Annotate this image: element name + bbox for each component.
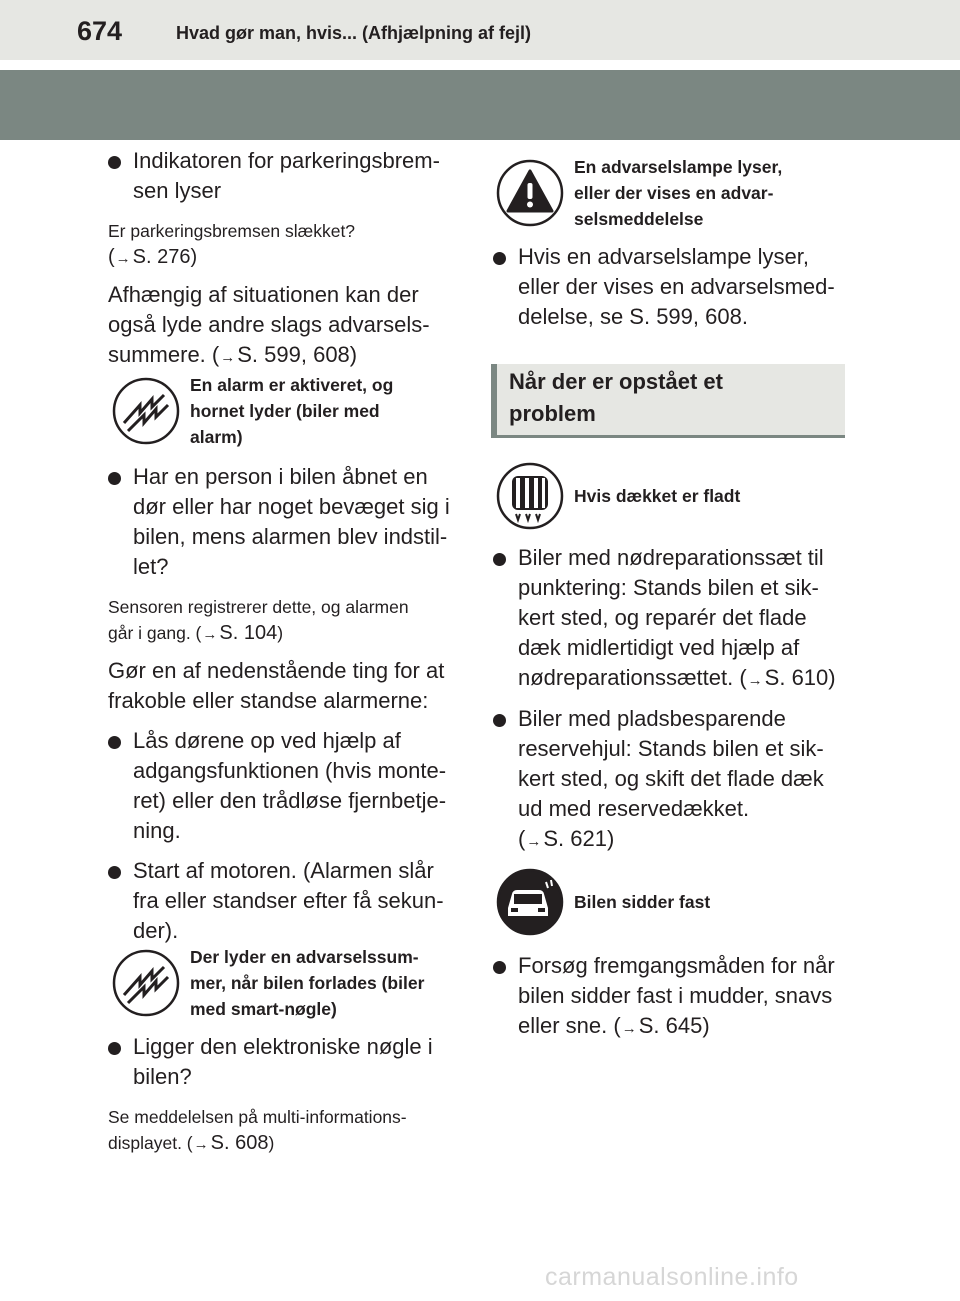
- left-column: [108, 146, 468, 373]
- page-ref[interactable]: S. 104: [219, 622, 278, 644]
- arrow-icon: →: [202, 626, 218, 643]
- page-ref[interactable]: S. 621: [543, 826, 607, 851]
- buzzer-heading: [112, 944, 424, 1022]
- paragraph-disable-alarm: Gør en af nedenstående ting for at frakoble eller standse alarmerne:: [108, 658, 445, 713]
- chapter-title: Hvad gør man, hvis... (Afhjælpning af fejl): [176, 23, 532, 43]
- stuck-car-heading: [496, 868, 710, 936]
- bullet-parking-brake: Indikatoren for parkeringsbrem- sen lyser: [108, 146, 468, 206]
- alarm-heading: [112, 372, 393, 450]
- page-ref[interactable]: S. 276: [132, 246, 191, 268]
- warning-heading-label: En advarselslampe lyser, eller der vises en advar- selsmeddelelse: [574, 157, 783, 229]
- bullet-person-in-car: Har en person i bilen åbnet en dør eller har noget bevæget sig i bilen, mens alarmen blev indstil- let?: [108, 462, 468, 582]
- warning-heading: [496, 154, 782, 232]
- right-column-top: [493, 242, 853, 332]
- page-ref[interactable]: S. 599, 608: [237, 342, 350, 367]
- stuck-car-heading-label: Bilen sidder fast: [574, 892, 711, 912]
- paragraph-other-buzzers: Afhængig af situationen kan der også lyde andre slags advarsels- summere. (→S. 599, 608): [108, 282, 430, 367]
- arrow-icon: →: [747, 672, 763, 689]
- arrow-icon: →: [115, 250, 131, 267]
- right-column-mid: [493, 543, 853, 857]
- arrow-icon: →: [220, 349, 236, 366]
- bullet-warning-light: Hvis en advarselslampe lyser, eller der vises en advarselsmed- delelse, se S. 599, 608.: [493, 242, 853, 332]
- right-column-bottom: [493, 951, 853, 1044]
- answer-see-message: Se meddelelsen på multi-informations- displayet. (→ S. 608): [108, 1107, 407, 1154]
- section-banner: [0, 70, 960, 140]
- arrow-icon: →: [621, 1020, 637, 1037]
- page-ref[interactable]: S. 645: [638, 1013, 703, 1038]
- bullet-spare-tire: Biler med pladsbesparende reservehjul: Stands bilen et sik- kert sted, og skift det flade dæk ud med reservedækket. (→S. 621): [493, 704, 853, 857]
- bullet-stuck-car: Forsøg fremgangsmåden for når bilen sidder fast i mudder, snavs eller sne. (→S. 645): [493, 951, 853, 1044]
- page-ref[interactable]: S. 608: [210, 1132, 269, 1154]
- page-ref[interactable]: S. 610: [764, 665, 829, 690]
- bullet-start-engine: Start af motoren. (Alarmen slår fra eller standser efter få sekun- der).: [108, 856, 468, 946]
- flat-tire-heading: [496, 462, 740, 530]
- bullet-unlock-doors: Lås dørene op ved hjælp af adgangsfunktionen (hvis monte- ret) eller den trådløse fjernbetje- ning.: [108, 726, 468, 846]
- bullet-electronic-key: Ligger den elektroniske nøgle i bilen?: [108, 1032, 468, 1092]
- flat-tire-heading-label: Hvis dækket er fladt: [574, 486, 741, 506]
- stuck-car-icon: [496, 868, 564, 936]
- arrow-icon: →: [526, 833, 542, 850]
- bullet-repair-kit: Biler med nødreparationssæt til punktering: Stands bilen et sik- kert sted, og reparér det flade dæk midlertidigt ved hjælp af nødreparationssættet. (→S. 610): [493, 543, 853, 696]
- flat-tire-icon: [496, 462, 564, 530]
- alarm-icon: [112, 377, 180, 445]
- left-column-bottom: [108, 1032, 468, 1158]
- buzzer-heading-label: Der lyder en advarselssum- mer, når bilen forlades (biler med smart-nøgle): [190, 947, 425, 1019]
- answer-parking-brake: Er parkeringsbremsen slækket? (→ S. 276): [108, 221, 356, 268]
- left-column-mid: [108, 462, 468, 946]
- header-bar: [0, 0, 960, 60]
- alarm-icon: [112, 949, 180, 1017]
- watermark: carmanualsonline.info: [545, 1263, 799, 1291]
- alarm-heading-label: En alarm er aktiveret, og hornet lyder (biler med alarm): [190, 375, 394, 447]
- page-number: 674: [77, 16, 123, 46]
- answer-sensor: Sensoren registrerer dette, og alarmen går i gang. (→ S. 104): [108, 597, 409, 644]
- arrow-icon: →: [193, 1136, 209, 1153]
- warning-icon: [496, 159, 564, 227]
- section-heading: Når der er opstået et problem: [491, 364, 845, 438]
